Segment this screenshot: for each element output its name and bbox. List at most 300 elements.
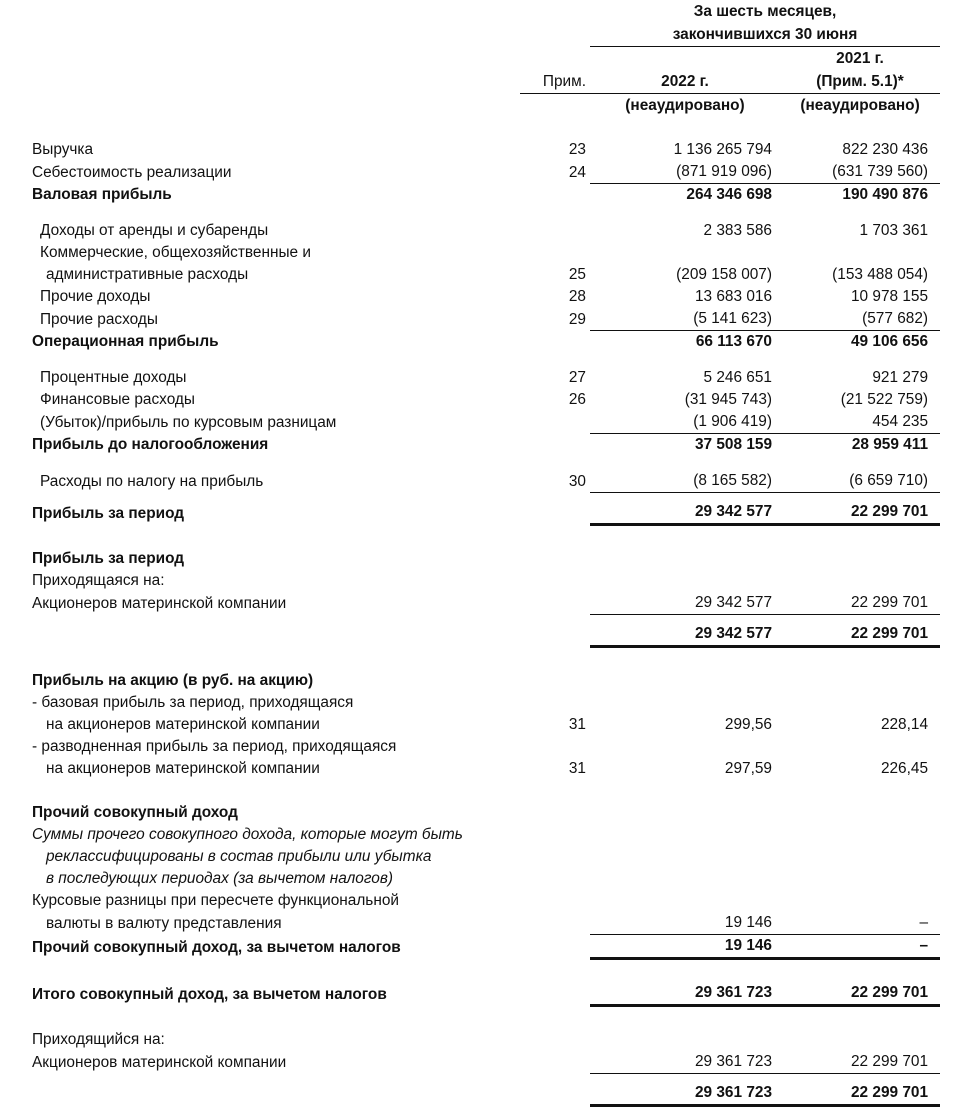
spacer-cell: [780, 493, 940, 502]
attribution-blank-y2: [780, 548, 940, 570]
row-value-2021: 921 279: [872, 369, 929, 386]
oci-italic-y1-1: [590, 824, 780, 846]
row-label: Себестоимость реализации: [32, 163, 232, 181]
tci-owner-y2: 22 299 701: [780, 1051, 940, 1074]
header-pad-2: [940, 23, 974, 47]
spacer-cell: [590, 493, 780, 502]
spacer-cell: [0, 456, 520, 470]
eps-heading-row: [0, 670, 974, 692]
header-blank-6: [520, 47, 590, 71]
spacer-cell: [520, 1006, 590, 1030]
spacer-cell: [590, 117, 780, 139]
spacer-cell: [780, 353, 940, 367]
header-blank-10: [520, 94, 590, 118]
row-pad: [940, 570, 974, 592]
table-row-total: [0, 982, 974, 1006]
period-heading-line2: закончившихся 30 июня: [590, 23, 940, 47]
spacer-cell: [590, 959, 780, 983]
spacer-cell: [520, 206, 590, 220]
row-pad: [940, 161, 974, 184]
tci-sub-note: [520, 1029, 590, 1051]
row-note: 30: [568, 472, 586, 490]
row-pad: [940, 501, 974, 525]
header-row-unaudited: [0, 94, 974, 118]
row-note: 28: [568, 288, 586, 305]
table-row-total: [0, 1082, 974, 1106]
spacer-cell: [590, 456, 780, 470]
attribution-owner-y2: 22 299 701: [780, 592, 940, 615]
table-row: [0, 470, 974, 493]
oci-italic-y2-1: [780, 824, 940, 846]
spacer-cell: [0, 615, 520, 624]
row-value-2021: 1 703 361: [859, 222, 929, 239]
row-value-2022: 264 346 698: [686, 186, 772, 203]
header-row-labels: [0, 70, 974, 94]
spacer-cell: [520, 525, 590, 549]
row-pad: [940, 1051, 974, 1074]
oci-fx-line1: Курсовые разницы при пересчете функциональной: [32, 892, 399, 909]
oci-fx-y2: –: [780, 912, 940, 935]
row-value-2021: (21 522 759): [840, 391, 929, 408]
eps-diluted-y2-blank: [780, 736, 940, 758]
oci-heading-row: [0, 802, 974, 824]
row-value-2022: (871 919 096): [590, 161, 780, 184]
table-row: [0, 868, 974, 890]
spacer-cell: [0, 780, 520, 802]
attribution-owner-y1: 29 342 577: [590, 592, 780, 615]
row-pad: [940, 411, 974, 434]
spacer-after-header: [0, 117, 974, 139]
spacer-cell: [780, 780, 940, 802]
row-pad: [940, 389, 974, 411]
table-row-subtotal: [0, 184, 974, 207]
attribution-total-y2: 22 299 701: [780, 623, 940, 647]
table-row: [0, 286, 974, 308]
spacer-cell: [780, 525, 940, 549]
spacer-cell: [0, 206, 520, 220]
row-value-2022: (5 141 623): [590, 308, 780, 331]
eps-diluted-line2: на акционеров материнской компании: [46, 760, 320, 777]
tci-attribution-sub-row: [0, 1029, 974, 1051]
spacer-cell: [780, 456, 940, 470]
oci-total-y2: –: [780, 935, 940, 959]
row-value-2022: 29 342 577: [590, 501, 780, 525]
row-value-2021: (6 659 710): [780, 470, 940, 493]
row-pad: [940, 308, 974, 331]
table-row: [0, 824, 974, 846]
oci-blank-note: [520, 802, 590, 824]
tci-total-y2: 22 299 701: [780, 982, 940, 1006]
row-value-2022: [590, 242, 780, 264]
row-pad: [940, 184, 974, 207]
oci-heading: Прочий совокупный доход: [32, 804, 238, 821]
spacer-cell: [940, 780, 974, 802]
spacer-cell: [590, 353, 780, 367]
eps-basic-y2-blank: [780, 692, 940, 714]
table-row: [0, 592, 974, 615]
row-pad: [940, 824, 974, 846]
unaudited-year1: (неаудировано): [625, 97, 745, 114]
oci-italic-line2: реклассифицированы в состав прибыли или убытка: [46, 848, 432, 865]
eps-blank-y1: [590, 670, 780, 692]
header-blank-9: [0, 94, 520, 118]
spacer-cell: [780, 206, 940, 220]
row-pad: [940, 935, 974, 959]
spacer-cell: [940, 1074, 974, 1083]
spacer-cell: [0, 959, 520, 983]
table-row: [0, 367, 974, 389]
attribution-sub-row: [0, 570, 974, 592]
spacer-cell: [780, 117, 940, 139]
header-row-period-1: [0, 0, 974, 23]
header-blank-4: [520, 23, 590, 47]
spacer-cell: [940, 525, 974, 549]
attribution-owner-note: [520, 592, 590, 615]
header-blank-7: [590, 47, 780, 71]
table-row: [0, 220, 974, 242]
oci-italic-note-2: [520, 846, 590, 868]
oci-fx-y2-blank: [780, 890, 940, 912]
row-value-2021: 28 959 411: [851, 436, 929, 453]
eps-blank-note: [520, 670, 590, 692]
eps-basic-line1: - базовая прибыль за период, приходящаяся: [32, 694, 354, 711]
note-column-heading: Прим.: [520, 70, 590, 94]
oci-blank-y2: [780, 802, 940, 824]
tci-grand-y1: 29 361 723: [590, 1082, 780, 1106]
spacer-cell: [780, 615, 940, 624]
spacer-cell: [0, 1006, 520, 1030]
unaudited-year2: (неаудировано): [800, 97, 920, 114]
row-pad: [940, 982, 974, 1006]
spacer-row: [0, 493, 974, 502]
table-row: [0, 139, 974, 161]
spacer-cell: [940, 959, 974, 983]
oci-italic-y2-3: [780, 868, 940, 890]
eps-diluted-y2: 226,45: [880, 760, 929, 777]
eps-diluted-line1: - разводненная прибыль за период, приходящаяся: [32, 738, 397, 755]
row-note: 26: [568, 391, 586, 408]
row-note: [520, 501, 590, 525]
spacer-cell: [520, 353, 590, 367]
header-row-year2-line1: [0, 47, 974, 71]
oci-fx-note: [520, 912, 590, 935]
header-blank-8: [0, 70, 520, 94]
spacer-cell: [520, 615, 590, 624]
spacer-cell: [940, 353, 974, 367]
attribution-total-label: [0, 623, 520, 647]
row-value-2022: (209 158 007): [676, 266, 772, 283]
table-row: [0, 736, 974, 758]
table-row: [0, 389, 974, 411]
spacer-cell: [940, 1006, 974, 1030]
spacer-cell: [0, 1074, 520, 1083]
header-row-period-2: [0, 23, 974, 47]
tci-total-note: [520, 982, 590, 1006]
table-row-subtotal: [0, 935, 974, 959]
header-blank-1: [0, 0, 520, 23]
row-label: Прочие расходы: [40, 310, 158, 328]
table-row: [0, 714, 974, 736]
oci-italic-line3: в последующих периодах (за вычетом налогов): [46, 870, 393, 887]
row-pad: [940, 890, 974, 912]
table-row: [0, 264, 974, 286]
row-label: Прочие доходы: [40, 288, 151, 305]
row-value-2021: 454 235: [780, 411, 940, 434]
row-label: Расходы по налогу на прибыль: [40, 472, 264, 490]
table-row-total: [0, 623, 974, 647]
spacer-cell: [520, 456, 590, 470]
table-row: [0, 308, 974, 331]
row-note: [520, 184, 590, 207]
row-label: Операционная прибыль: [32, 333, 219, 350]
row-value-2022: 2 383 586: [703, 222, 772, 239]
attribution-blank-y1-2: [590, 570, 780, 592]
oci-total-note: [520, 935, 590, 959]
row-pad: [940, 758, 974, 780]
row-label: Выручка: [32, 141, 94, 158]
row-value-2022: 66 113 670: [695, 333, 772, 350]
row-value-2022: (31 945 743): [684, 391, 772, 408]
year1-heading: 2022 г.: [590, 70, 780, 94]
row-value-2022: 5 246 651: [703, 369, 772, 386]
row-pad: [940, 1029, 974, 1051]
row-value-2021: 49 106 656: [850, 333, 929, 350]
eps-basic-line2: на акционеров материнской компании: [46, 716, 320, 733]
header-blank-2: [520, 0, 590, 23]
row-label: Финансовые расходы: [40, 391, 195, 408]
header-pad-4: [940, 70, 974, 94]
row-note: [520, 220, 590, 242]
row-note: 29: [568, 310, 586, 328]
oci-total-label: Прочий совокупный доход, за вычетом налогов: [32, 938, 401, 956]
tci-grand-label: [0, 1082, 520, 1106]
row-pad: [940, 868, 974, 890]
row-pad: [940, 736, 974, 758]
eps-diluted-y1: 297,59: [724, 760, 772, 777]
spacer-cell: [780, 647, 940, 671]
row-pad: [940, 670, 974, 692]
eps-heading: Прибыль на акцию (в руб. на акцию): [32, 672, 314, 689]
spacer-cell: [520, 780, 590, 802]
tci-sub-label: Приходящийся на:: [32, 1031, 165, 1048]
spacer-cell: [590, 206, 780, 220]
row-value-2021: 822 230 436: [842, 141, 929, 158]
row-label: административные расходы: [46, 266, 249, 283]
spacer-cell: [520, 493, 590, 502]
spacer-row: [0, 647, 974, 671]
table-row: [0, 912, 974, 935]
table-row: [0, 890, 974, 912]
table-row: [0, 411, 974, 434]
spacer-cell: [590, 647, 780, 671]
spacer-cell: [0, 525, 520, 549]
row-pad: [940, 470, 974, 493]
tci-grand-note: [520, 1082, 590, 1106]
spacer-cell: [940, 615, 974, 624]
spacer-cell: [0, 493, 520, 502]
attribution-total-y1: 29 342 577: [590, 623, 780, 647]
spacer-cell: [520, 1074, 590, 1083]
row-pad: [940, 264, 974, 286]
row-label: Валовая прибыль: [32, 186, 172, 203]
table-row-subtotal: [0, 434, 974, 457]
year2-heading-line1: 2021 г.: [836, 50, 884, 67]
oci-italic-y2-2: [780, 846, 940, 868]
header-blank-3: [0, 23, 520, 47]
row-pad: [940, 802, 974, 824]
row-pad: [940, 623, 974, 647]
row-value-2021: (631 739 560): [780, 161, 940, 184]
spacer-cell: [590, 615, 780, 624]
row-note: 27: [568, 369, 586, 386]
table-row: [0, 758, 974, 780]
row-value-2021: 22 299 701: [780, 501, 940, 525]
row-note: [520, 331, 590, 354]
row-pad: [940, 220, 974, 242]
eps-blank-y2: [780, 670, 940, 692]
spacer-cell: [520, 959, 590, 983]
tci-owner-y1: 29 361 723: [590, 1051, 780, 1074]
header-pad-5: [940, 94, 974, 118]
spacer-row: [0, 456, 974, 470]
oci-fx-note-blank: [520, 890, 590, 912]
oci-italic-y1-3: [590, 868, 780, 890]
spacer-cell: [590, 525, 780, 549]
spacer-row: [0, 1074, 974, 1083]
spacer-cell: [0, 117, 520, 139]
row-pad: [940, 331, 974, 354]
eps-diluted-note: 31: [568, 760, 586, 777]
spacer-cell: [940, 456, 974, 470]
row-note: 23: [568, 141, 586, 158]
header-pad-3: [940, 47, 974, 71]
row-value-2021: 10 978 155: [850, 288, 929, 305]
table-row-total: [0, 501, 974, 525]
oci-fx-line2: валюты в валюту представления: [46, 914, 282, 932]
attribution-total-note: [520, 623, 590, 647]
spacer-cell: [940, 493, 974, 502]
row-pad: [940, 692, 974, 714]
row-pad: [940, 434, 974, 457]
spacer-row: [0, 353, 974, 367]
spacer-cell: [940, 117, 974, 139]
spacer-row: [0, 206, 974, 220]
row-note: [520, 242, 590, 264]
row-value-2022: 13 683 016: [694, 288, 772, 305]
period-heading-line1: За шесть месяцев,: [693, 3, 837, 20]
attribution-blank-y2-2: [780, 570, 940, 592]
row-label: Процентные доходы: [40, 369, 187, 386]
attribution-heading-row: [0, 548, 974, 570]
row-pad: [940, 592, 974, 615]
spacer-cell: [780, 1074, 940, 1083]
tci-total-label: Итого совокупный доход, за вычетом налогов: [32, 985, 387, 1003]
header-blank-5: [0, 47, 520, 71]
tci-sub-y2: [780, 1029, 940, 1051]
spacer-row: [0, 780, 974, 802]
table-row: [0, 161, 974, 184]
spacer-cell: [940, 647, 974, 671]
spacer-row: [0, 615, 974, 624]
spacer-cell: [0, 647, 520, 671]
oci-italic-y1-2: [590, 846, 780, 868]
spacer-cell: [940, 206, 974, 220]
spacer-row: [0, 959, 974, 983]
row-label: Прибыль за период: [32, 504, 185, 522]
row-pad: [940, 286, 974, 308]
table-row: [0, 242, 974, 264]
attribution-blank-y1: [590, 548, 780, 570]
row-label: Доходы от аренды и субаренды: [40, 222, 269, 239]
eps-diluted-note-blank: [520, 736, 590, 758]
table-row: [0, 1051, 974, 1074]
row-pad: [940, 714, 974, 736]
spacer-row: [0, 525, 974, 549]
row-note: [520, 434, 590, 457]
oci-italic-line1: Суммы прочего совокупного дохода, которые могут быть: [32, 826, 463, 843]
row-value-2021: (153 488 054): [832, 266, 929, 283]
row-value-2022: 1 136 265 794: [673, 141, 772, 158]
row-pad: [940, 139, 974, 161]
row-value-2021: (577 682): [780, 308, 940, 331]
attribution-blank-note: [520, 548, 590, 570]
eps-basic-note: 31: [568, 716, 586, 733]
tci-total-y1: 29 361 723: [590, 982, 780, 1006]
row-value-2021: 190 490 876: [842, 186, 929, 203]
spacer-cell: [590, 1006, 780, 1030]
table-row-subtotal: [0, 331, 974, 354]
row-pad: [940, 242, 974, 264]
row-value-2022: (1 906 419): [590, 411, 780, 434]
row-note: 24: [568, 163, 586, 181]
spacer-cell: [780, 959, 940, 983]
eps-diluted-y1-blank: [590, 736, 780, 758]
oci-fx-y1-blank: [590, 890, 780, 912]
header-pad-1: [940, 0, 974, 23]
tci-sub-y1: [590, 1029, 780, 1051]
row-label: (Убыток)/прибыль по курсовым разницам: [40, 413, 337, 431]
spacer-cell: [0, 353, 520, 367]
eps-basic-note-blank: [520, 692, 590, 714]
eps-basic-y1-blank: [590, 692, 780, 714]
spacer-cell: [520, 647, 590, 671]
oci-blank-y1: [590, 802, 780, 824]
attribution-sub-label: Приходящаяся на:: [32, 572, 165, 589]
spacer-cell: [520, 117, 590, 139]
row-note: [520, 411, 590, 434]
attribution-blank-note-2: [520, 570, 590, 592]
eps-basic-y2: 228,14: [880, 716, 929, 733]
oci-total-y1: 19 146: [590, 935, 780, 959]
spacer-cell: [590, 1074, 780, 1083]
row-value-2021: [780, 242, 940, 264]
row-label: Прибыль до налогообложения: [32, 436, 269, 453]
year2-heading-line2: (Прим. 5.1)*: [780, 70, 940, 94]
spacer-cell: [780, 1006, 940, 1030]
row-note: 25: [568, 266, 586, 283]
attribution-heading: Прибыль за период: [32, 550, 185, 567]
oci-italic-note-3: [520, 868, 590, 890]
attribution-owner-label: Акционеров материнской компании: [32, 594, 287, 612]
tci-owner-note: [520, 1051, 590, 1074]
row-pad: [940, 846, 974, 868]
eps-basic-y1: 299,56: [724, 716, 772, 733]
table-row: [0, 692, 974, 714]
row-label: Коммерческие, общехозяйственные и: [40, 244, 311, 261]
spacer-cell: [590, 780, 780, 802]
tci-grand-y2: 22 299 701: [780, 1082, 940, 1106]
row-pad: [940, 1082, 974, 1106]
